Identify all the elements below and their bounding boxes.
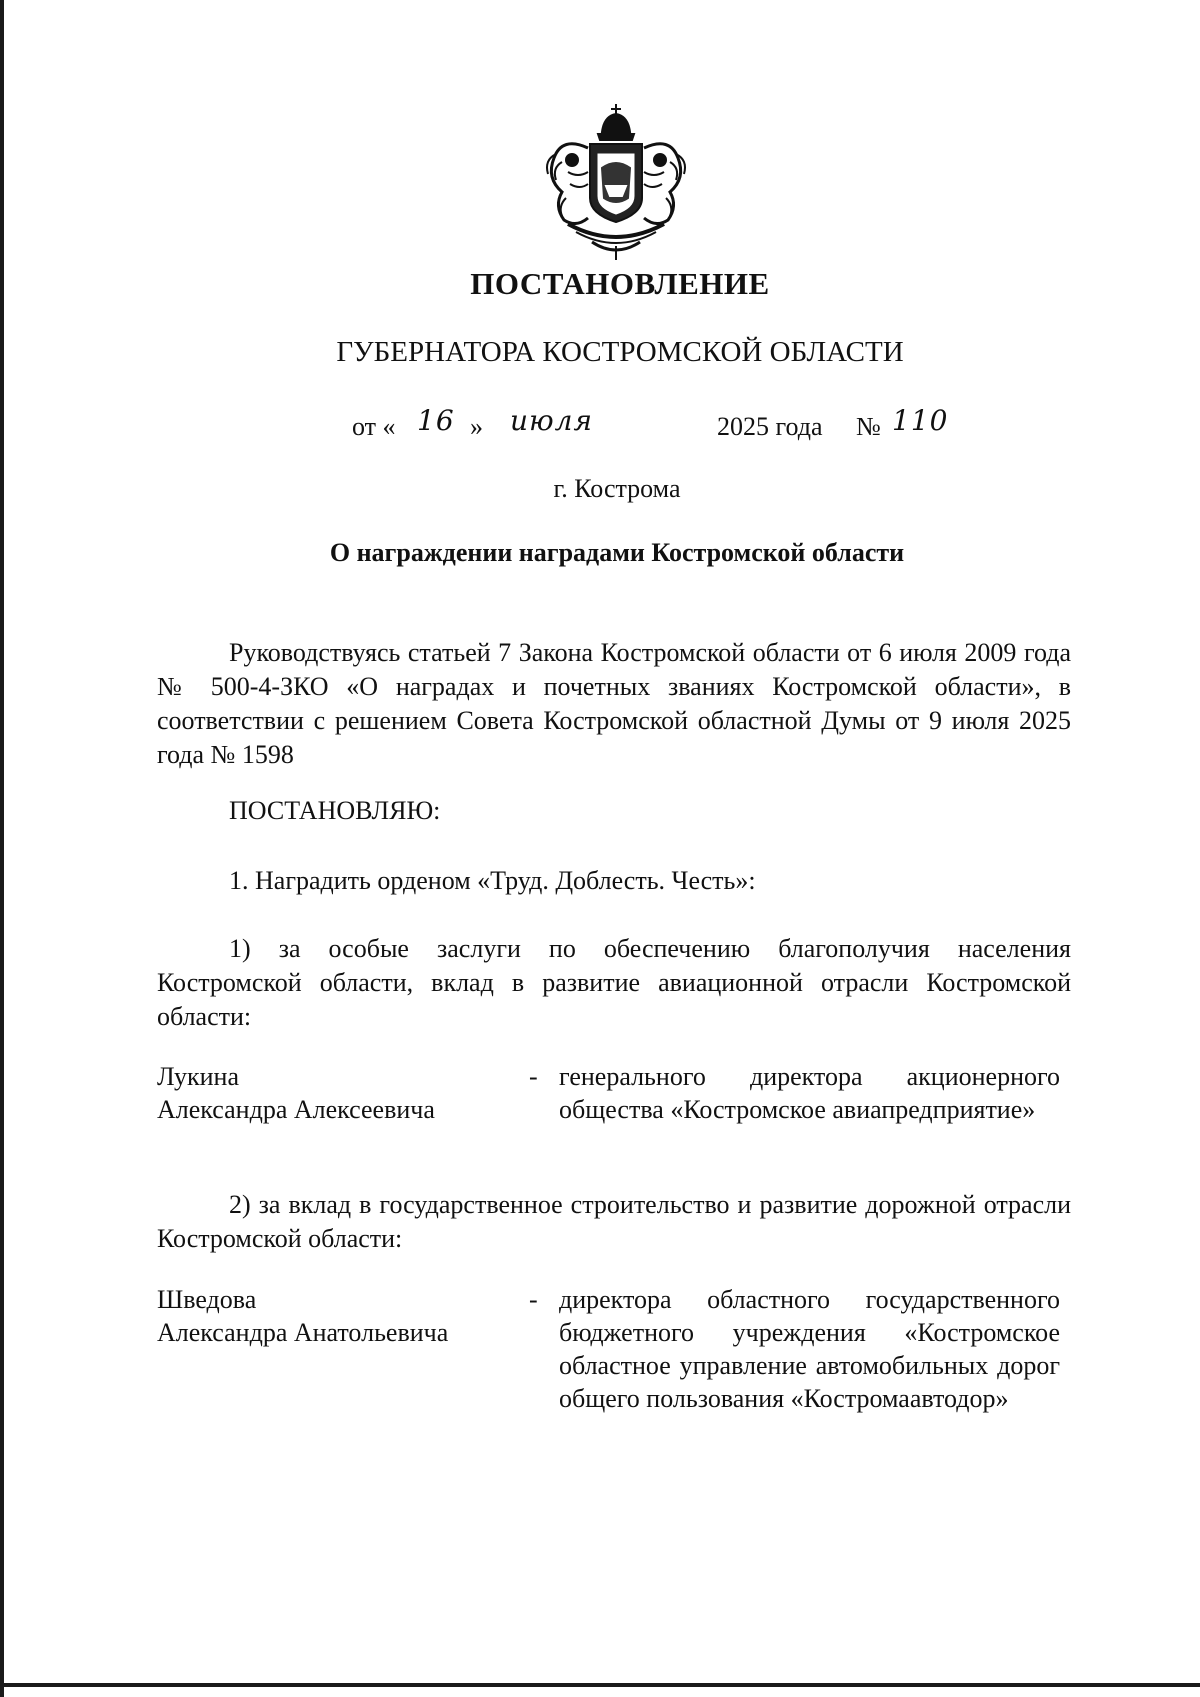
date-month-handwritten: июля xyxy=(510,404,594,437)
awardee-2-name xyxy=(157,1283,517,1349)
awardee-1-position: генерального директора акционерного общества «Костромское авиапредприятие» xyxy=(559,1062,1060,1124)
awardee-1-given-name: Александра Алексеевича xyxy=(157,1095,435,1124)
awardee-2-given-name: Александра Анатольевича xyxy=(157,1318,449,1347)
awardee-2-dash: - xyxy=(529,1285,538,1314)
awardee-1-surname: Лукина xyxy=(157,1062,239,1091)
coat-of-arms-icon xyxy=(532,102,700,262)
preamble-block xyxy=(157,636,1071,772)
awardee-2-surname: Шведова xyxy=(157,1285,257,1314)
awardee-1-dash: - xyxy=(529,1062,538,1091)
date-mid: » xyxy=(470,412,483,441)
date-line xyxy=(0,404,1200,452)
subitem-2-paragraph: 2) за вклад в государственное строительство и развитие дорожной отрасли Костромской области: xyxy=(157,1190,1071,1253)
document-title: ПОСТАНОВЛЕНИЕ xyxy=(470,266,770,301)
scan-edge-bottom xyxy=(0,1683,1200,1687)
document-issuer: ГУБЕРНАТОРА КОСТРОМСКОЙ ОБЛАСТИ xyxy=(336,336,904,368)
resolve-statement: ПОСТАНОВЛЯЮ: xyxy=(229,796,441,825)
subitem-1-block xyxy=(157,932,1071,1034)
subitem-1-paragraph: 1) за особые заслуги по обеспечению благополучия населения Костромской области, вклад в развитие авиационной отрасли Костромской области: xyxy=(157,934,1071,1031)
date-prefix: от « xyxy=(352,412,396,441)
date-year: 2025 года xyxy=(717,412,823,441)
preamble-paragraph: Руководствуясь статьей 7 Закона Костромской области от 6 июля 2009 года № 500-4-ЗКО «О наградах и почетных званиях Костромской области», в соответствии с решением Совета Костромской областной Думы от 9 июля 2025 года № 1598 xyxy=(157,638,1071,769)
document-number-handwritten: 110 xyxy=(892,404,949,437)
date-day-handwritten: 16 xyxy=(417,404,455,437)
document-heading: О награждении наградами Костромской области xyxy=(329,538,905,567)
city: г. Кострома xyxy=(553,474,681,503)
awardee-2-position: директора областного государственного бюджетного учреждения «Костромское областное управление автомобильных дорог общего пользования «Костромаавтодор» xyxy=(559,1285,1060,1413)
awardee-1-name xyxy=(157,1060,517,1126)
number-prefix: № xyxy=(856,412,881,441)
item-1: 1. Наградить орденом «Труд. Доблесть. Честь»: xyxy=(229,866,756,895)
subitem-2-block xyxy=(157,1188,1071,1256)
scan-edge-left xyxy=(0,0,4,1697)
